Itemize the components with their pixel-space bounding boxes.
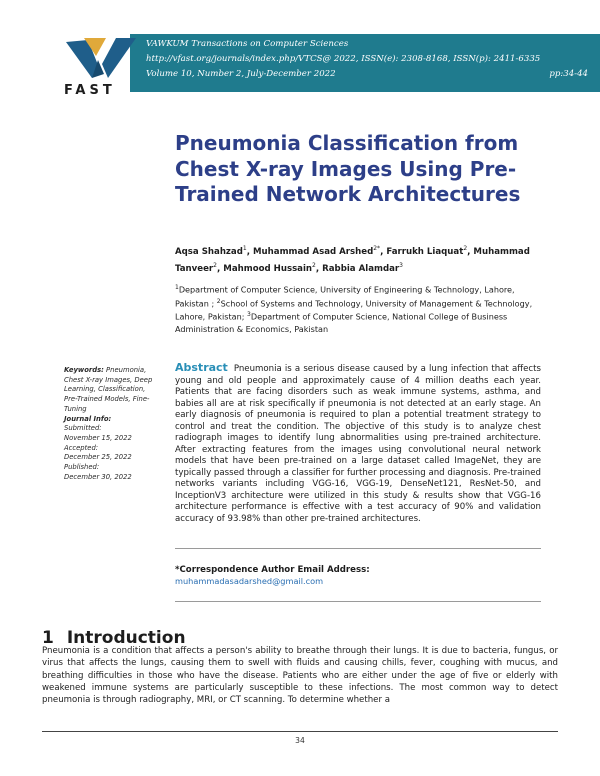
- published-label: Published:: [64, 463, 100, 472]
- section-title: Introduction: [66, 628, 186, 648]
- footer-divider: [42, 731, 558, 732]
- submitted-label: Submitted:: [64, 424, 102, 433]
- accepted-label: Accepted:: [64, 443, 99, 452]
- abstract-heading: Abstract: [175, 361, 228, 374]
- affiliation-text: Department of Computer Science, National College of Business Administration & Economics, Pakistan: [175, 312, 508, 335]
- author-name: Mahmood Hussain: [223, 264, 313, 275]
- keywords-text: Pneumonia, Chest X-ray Images, Deep Learning, Classification, Pre-Trained Models, Fine-Tuning: [64, 366, 153, 413]
- journal-volume: Volume 10, Number 2, July-December 2022: [146, 69, 336, 79]
- affiliation-mark: 1: [175, 284, 179, 291]
- submitted-date: November 15, 2022: [64, 433, 132, 442]
- article-info-sidebar: [64, 366, 156, 482]
- abstract-divider: [175, 548, 541, 549]
- author-affiliation-mark: 2: [213, 262, 217, 270]
- affiliations: [175, 282, 545, 335]
- keywords-label: Keywords:: [64, 366, 104, 374]
- section-number: 1: [42, 628, 54, 648]
- correspondence-label: *Correspondence Author Email Address:: [175, 565, 370, 575]
- logo-text: FAST: [64, 83, 116, 96]
- journal-info-label: Journal Info:: [64, 414, 112, 423]
- accepted-date: December 25, 2022: [64, 453, 132, 462]
- fast-logo-icon: [62, 34, 140, 96]
- journal-name: VAWKUM Transactions on Computer Sciences: [146, 39, 349, 49]
- abstract: [175, 362, 541, 525]
- paper-title: Pneumonia Classification from Chest X-ray Images Using Pre-Trained Network Architectures: [175, 131, 521, 206]
- author-affiliation-mark: 2*: [373, 245, 381, 252]
- author-affiliation-mark: 2: [463, 245, 468, 252]
- author-name: Farrukh Liaquat: [386, 246, 464, 257]
- author-affiliation-mark: 1: [242, 245, 247, 252]
- affiliation-text: School of Systems and Technology, University of Management & Technology, Lahore, Pakistan;: [175, 298, 533, 323]
- page-number: 34: [295, 736, 305, 745]
- published-date: December 30, 2022: [64, 472, 132, 481]
- author-affiliation-mark: 3: [399, 262, 403, 270]
- author-list: Aqsa Shahzad$^1$, Muhammad Asad Arshed$^{2*}$, Farrukh Liaquat$^2$, Muhammad Tanveer$^2$, Mahmood Hussain$^2$, Rabbia Alamdar$^3$: [175, 245, 530, 275]
- correspondence-email-link[interactable]: muhammadasadarshed@gmail.com: [175, 576, 324, 586]
- author-name: Aqsa Shahzad: [175, 246, 243, 257]
- author-name: Muhammad Tanveer: [175, 246, 530, 275]
- affiliation-mark: 3: [247, 311, 251, 319]
- author-name: Rabbia Alamdar: [322, 264, 400, 275]
- author-affiliation-mark: 2: [312, 262, 316, 270]
- affiliation-text: Department of Computer Science, University of Engineering & Technology, Lahore, Pakistan ;: [175, 284, 515, 309]
- affiliation-mark: 2: [216, 297, 221, 305]
- page-range: pp:34-44: [549, 69, 588, 79]
- abstract-text: Pneumonia is a serious disease caused by a lung infection that affects young and old people and approximately cause of 4 million deaths each year. Patients that are facing disorders such as weak immune systems, asthma, and babies all are at risk specifically if pneumonia is not detected at an early stage. An early diagnosis of pneumonia is required to plan a potential treatment strategy to control and treat the condition. The objective of this study is to analyze chest radiograph images to identify lung abnormalities using pre-trained architecture. After extracting features from the images using convolutional neural network models that have been pre-trained on a large dataset called ImageNet, they are typically passed through a classifier for further processing and diagnosis. Pre-trained networks variants including VGG-16, VGG-19, DenseNet121, ResNet-50, and InceptionV3 architecture were utilized in this study & results show that VGG-16 architecture performance is effective with a test accuracy of 90% and validation accuracy of 93.98% than other pre-trained architectures.: [175, 364, 541, 524]
- journal-url-issn: http://vfast.org/journals/index.php/VTCS@ 2022, ISSN(e): 2308-8168, ISSN(p): 2411-6335: [146, 54, 541, 64]
- journal-banner: [0, 0, 600, 94]
- correspondence-divider: [175, 601, 541, 602]
- author-name: Muhammad Asad Arshed: [252, 246, 374, 257]
- introduction-paragraph: Pneumonia is a condition that affects a person's ability to breathe through their lungs. It is due to bacteria, fungus, or virus that affects the lungs, causing them to swell with fluids and causing chills, fever, coughing with mucus, and breathing difficulties in those who have the disease. Patients who are either under the age of five or elderly with weakened immune systems are particularly susceptible to these infections. The most common way to detect pneumonia is through radiography, MRI, or CT scanning. To determine whether a: [42, 646, 558, 706]
